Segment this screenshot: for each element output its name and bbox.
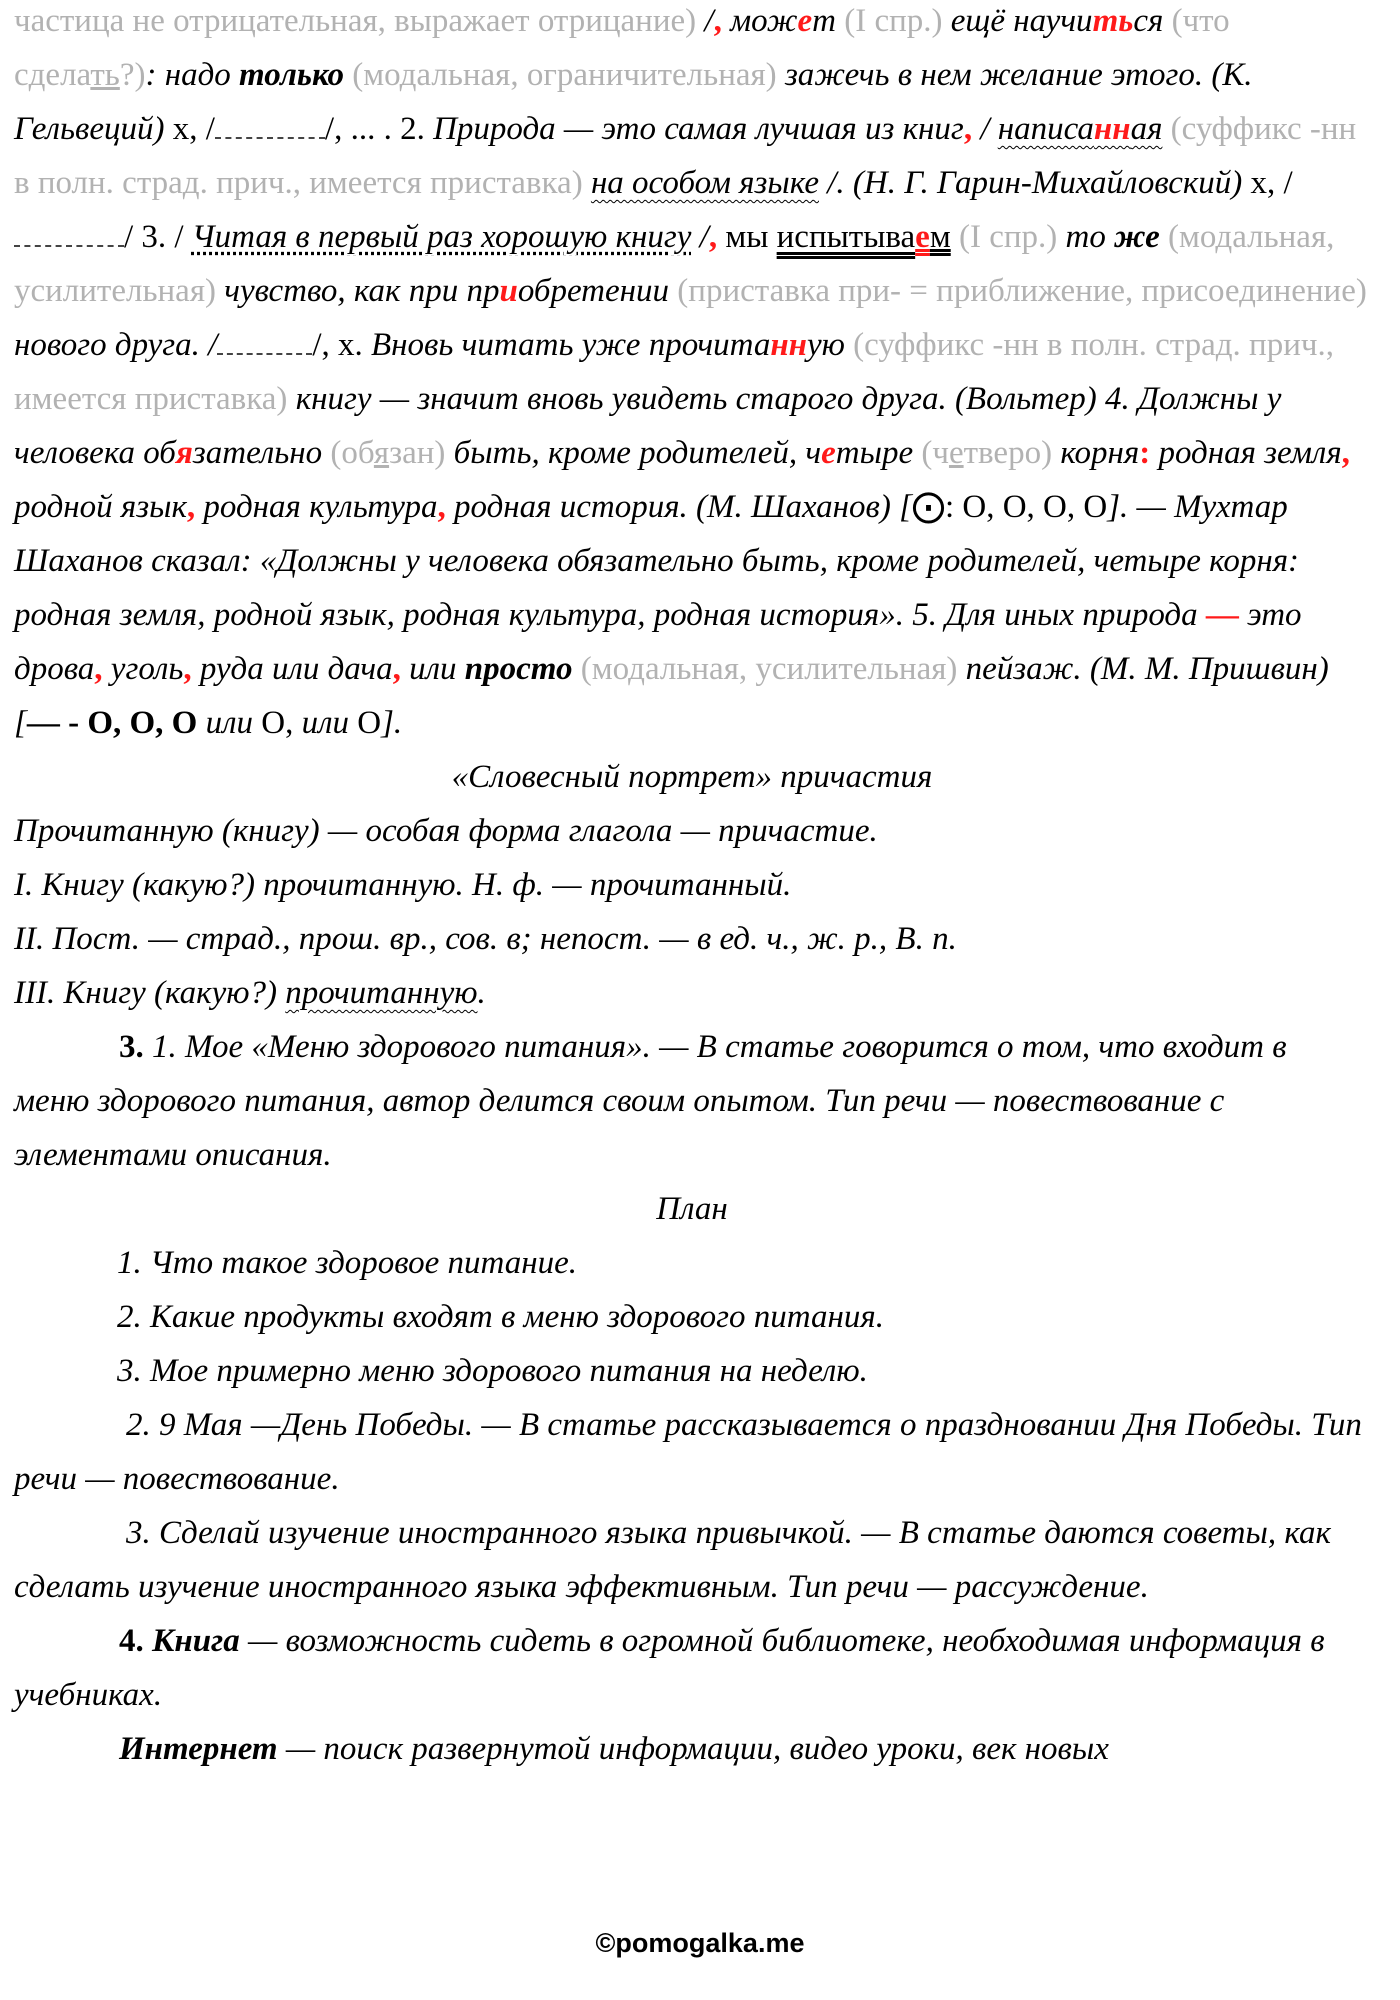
- portrait-line: Прочитанную (книгу) — особая форма глагола — причастие.: [14, 813, 878, 849]
- task3-paragraph: [14, 1020, 1370, 1182]
- particle-word: только: [239, 57, 344, 93]
- red-punctuation: ,: [1341, 435, 1350, 471]
- portrait-line: I. Книгу (какую?) прочитанную. Н. ф. — прочитанный.: [14, 867, 792, 903]
- text-fragment: т: [812, 3, 836, 39]
- predicate-blank: [215, 113, 325, 139]
- red-letter: нн: [770, 327, 807, 363]
- scheme-text: х, /: [1250, 165, 1293, 201]
- red-letter: е: [821, 435, 836, 471]
- text-fragment: /: [691, 219, 709, 255]
- particle-word: же: [1114, 219, 1160, 255]
- scheme-formula: О,: [252, 705, 302, 741]
- text-fragment: ещё научи: [950, 3, 1093, 39]
- red-dash: —: [1205, 597, 1239, 633]
- red-letter: я: [175, 435, 193, 471]
- grammar-note: (что сдела: [14, 3, 1230, 93]
- underlined-predicate: испытыва: [776, 219, 916, 255]
- task4-paragraph: [14, 1614, 1370, 1722]
- text-fragment: родная культура: [195, 489, 438, 525]
- red-punctuation: ,: [437, 489, 446, 525]
- text-fragment: книгу — значит вновь увидеть старого друга. (Вольтер) 4. Должны у человека об: [14, 381, 1282, 471]
- plan-item: 2. Какие продукты входят в меню здорового питания.: [117, 1299, 884, 1335]
- red-punctuation: ,: [713, 3, 722, 39]
- text-fragment: обретении: [517, 273, 670, 309]
- grammar-note: (приставка при- = приближение, присоединение): [669, 273, 1367, 309]
- underlined-predicate: м: [929, 219, 951, 255]
- scheme-word: или: [301, 705, 349, 741]
- exercise-answer-paragraph: [14, 0, 1370, 750]
- text-fragment: зажечь в нем желание этого. (К. Гельвеций): [14, 57, 1253, 147]
- text-fragment: родной язык: [14, 489, 187, 525]
- particle-word: просто: [464, 651, 573, 687]
- task3-item: 3. Сделай изучение иностранного языка привычкой. — В статье даются советы, как сделать изучение иностранного языка эффективным. Тип речи — рассуждение.: [14, 1515, 1331, 1605]
- text-fragment: 1. Мое «Меню здорового питания». — В статье говорится о том, что входит в меню здорового питания, автор делится своим опытом. Тип речи — повествование с элементами описания.: [14, 1029, 1287, 1173]
- wavy-underlined-phrase: на особом языке: [590, 165, 819, 201]
- wavy-underlined-word: написа: [997, 111, 1094, 147]
- text-fragment: /: [972, 111, 998, 147]
- text-fragment: пейзаж. (М. М. Пришвин) [: [14, 651, 1329, 741]
- scheme-formula: ⨀: О, О, О, О: [911, 489, 1108, 525]
- grammar-note: (суффикс -нн в полн. страд. прич., имеется приставка): [14, 111, 1357, 201]
- text-fragment: /: [704, 3, 714, 39]
- red-letter: ть: [1092, 3, 1134, 39]
- task3-item: 2. 9 Мая —День Победы. — В статье рассказывается о праздновании Дня Победы. Тип речи — повествование.: [14, 1407, 1362, 1497]
- text-fragment: тыре: [835, 435, 914, 471]
- scheme-word: или: [205, 705, 253, 741]
- grammar-note: (модальная, усилительная): [572, 651, 966, 687]
- text-fragment: уголь: [102, 651, 184, 687]
- text-fragment: чувство, как при пр: [224, 273, 500, 309]
- text-fragment: быть, кроме родителей, ч: [453, 435, 822, 471]
- text-fragment: Вновь читать уже прочита: [371, 327, 771, 363]
- scheme-text: /, х.: [312, 327, 372, 363]
- grammar-note: частица не отрицательная, выражает отрицание): [14, 3, 705, 39]
- red-punctuation: ,: [186, 489, 196, 525]
- text-fragment: корня: [1060, 435, 1140, 471]
- scheme-text: х, /: [172, 111, 215, 147]
- document-body: [14, 0, 1370, 1776]
- text-fragment: ].: [381, 705, 403, 741]
- grammar-note-ending: ть: [90, 57, 120, 93]
- keyword: Книга: [152, 1623, 240, 1659]
- red-letter: е: [797, 3, 813, 39]
- text-fragment: — поиск развернутой информации, видео уроки, век новых: [277, 1731, 1109, 1767]
- text-fragment: ую: [806, 327, 845, 363]
- grammar-note: (об: [322, 435, 374, 471]
- grammar-note: (модальная, усилительная): [14, 219, 1335, 309]
- red-letter: е: [915, 219, 930, 255]
- task4-paragraph: [14, 1722, 1370, 1776]
- text-fragment: : надо: [145, 57, 240, 93]
- text-fragment: мож: [721, 3, 798, 39]
- dotted-underlined-phrase: Читая в первый раз хорошую книгу: [191, 219, 692, 255]
- grammar-note: ?): [119, 57, 146, 93]
- text-fragment: родная земля: [1150, 435, 1342, 471]
- red-letter: нн: [1093, 111, 1131, 147]
- red-letter: и: [499, 273, 518, 309]
- predicate-blank: [217, 329, 312, 355]
- watermark: ©pomogalka.me: [595, 1928, 805, 1958]
- text-fragment: ся: [1133, 3, 1164, 39]
- grammar-note: (ч: [913, 435, 949, 471]
- text-fragment: зательно: [192, 435, 323, 471]
- task-number: 3.: [119, 1029, 144, 1065]
- plan-title: План: [656, 1191, 728, 1227]
- grammar-note: зан): [389, 435, 454, 471]
- text-fragment: то: [1065, 219, 1115, 255]
- predicate-blank: [14, 221, 124, 247]
- scheme-formula: — - О, О, О: [26, 705, 206, 741]
- text-fragment: Природа — это самая лучшая из книг: [433, 111, 964, 147]
- grammar-note: (суффикс -нн в полн. страд. прич., имеется приставка): [14, 327, 1334, 417]
- text-fragment: — возможность сидеть в огромной библиотеке, необходимая информация в учебниках.: [14, 1623, 1325, 1713]
- text-fragment: ]. — Мухтар Шаханов сказал: «Должны у человека обязательно быть, кроме родителей, четыре корня: родная земля, родной язык, родная культура, родная история». 5. Для иных природа: [14, 489, 1300, 633]
- keyword: Интернет: [119, 1731, 278, 1767]
- red-punctuation: ,: [94, 651, 103, 687]
- text-fragment: .: [477, 975, 486, 1011]
- text-fragment: родная история. (М. Шаханов) [: [445, 489, 912, 525]
- red-punctuation: ,: [708, 219, 718, 255]
- plan-item: 1. Что такое здоровое питание.: [117, 1245, 578, 1281]
- red-punctuation: ,: [392, 651, 401, 687]
- grammar-note: (I спр.): [950, 219, 1066, 255]
- red-punctuation: ,: [963, 111, 973, 147]
- portrait-line: [14, 966, 1370, 1020]
- portrait-title: «Словесный портрет» причастия: [451, 759, 933, 795]
- plan-item: 3. Мое примерно меню здорового питания на неделю.: [117, 1353, 868, 1389]
- text-fragment: нового друга. /: [14, 327, 218, 363]
- text-fragment: руда или дача: [191, 651, 393, 687]
- red-punctuation: :: [1139, 435, 1151, 471]
- grammar-note-letter: я: [373, 435, 390, 471]
- red-punctuation: ,: [183, 651, 192, 687]
- portrait-line: II. Пост. — страд., прош. вр., сов. в; непост. — в ед. ч., ж. р., В. п.: [14, 921, 957, 957]
- grammar-note-letter: е: [948, 435, 964, 471]
- text-fragment: /. (Н. Г. Гарин-Михайловский): [819, 165, 1251, 201]
- task-number: 4.: [119, 1623, 144, 1659]
- grammar-note: тверо): [963, 435, 1061, 471]
- scheme-formula: О: [348, 705, 382, 741]
- grammar-note: (I спр.): [836, 3, 951, 39]
- text-fragment: или: [400, 651, 465, 687]
- wavy-underlined-word: прочитанную: [285, 975, 478, 1011]
- grammar-note: (модальная, ограничительная): [343, 57, 785, 93]
- text-fragment: III. Книгу (какую?): [14, 975, 286, 1011]
- wavy-underlined-word: ая: [1130, 111, 1163, 147]
- text-fragment: это дрова: [14, 597, 1302, 687]
- scheme-text: / 3. /: [124, 219, 192, 255]
- text-fragment: мы: [717, 219, 777, 255]
- scheme-text: /, ... . 2.: [324, 111, 434, 147]
